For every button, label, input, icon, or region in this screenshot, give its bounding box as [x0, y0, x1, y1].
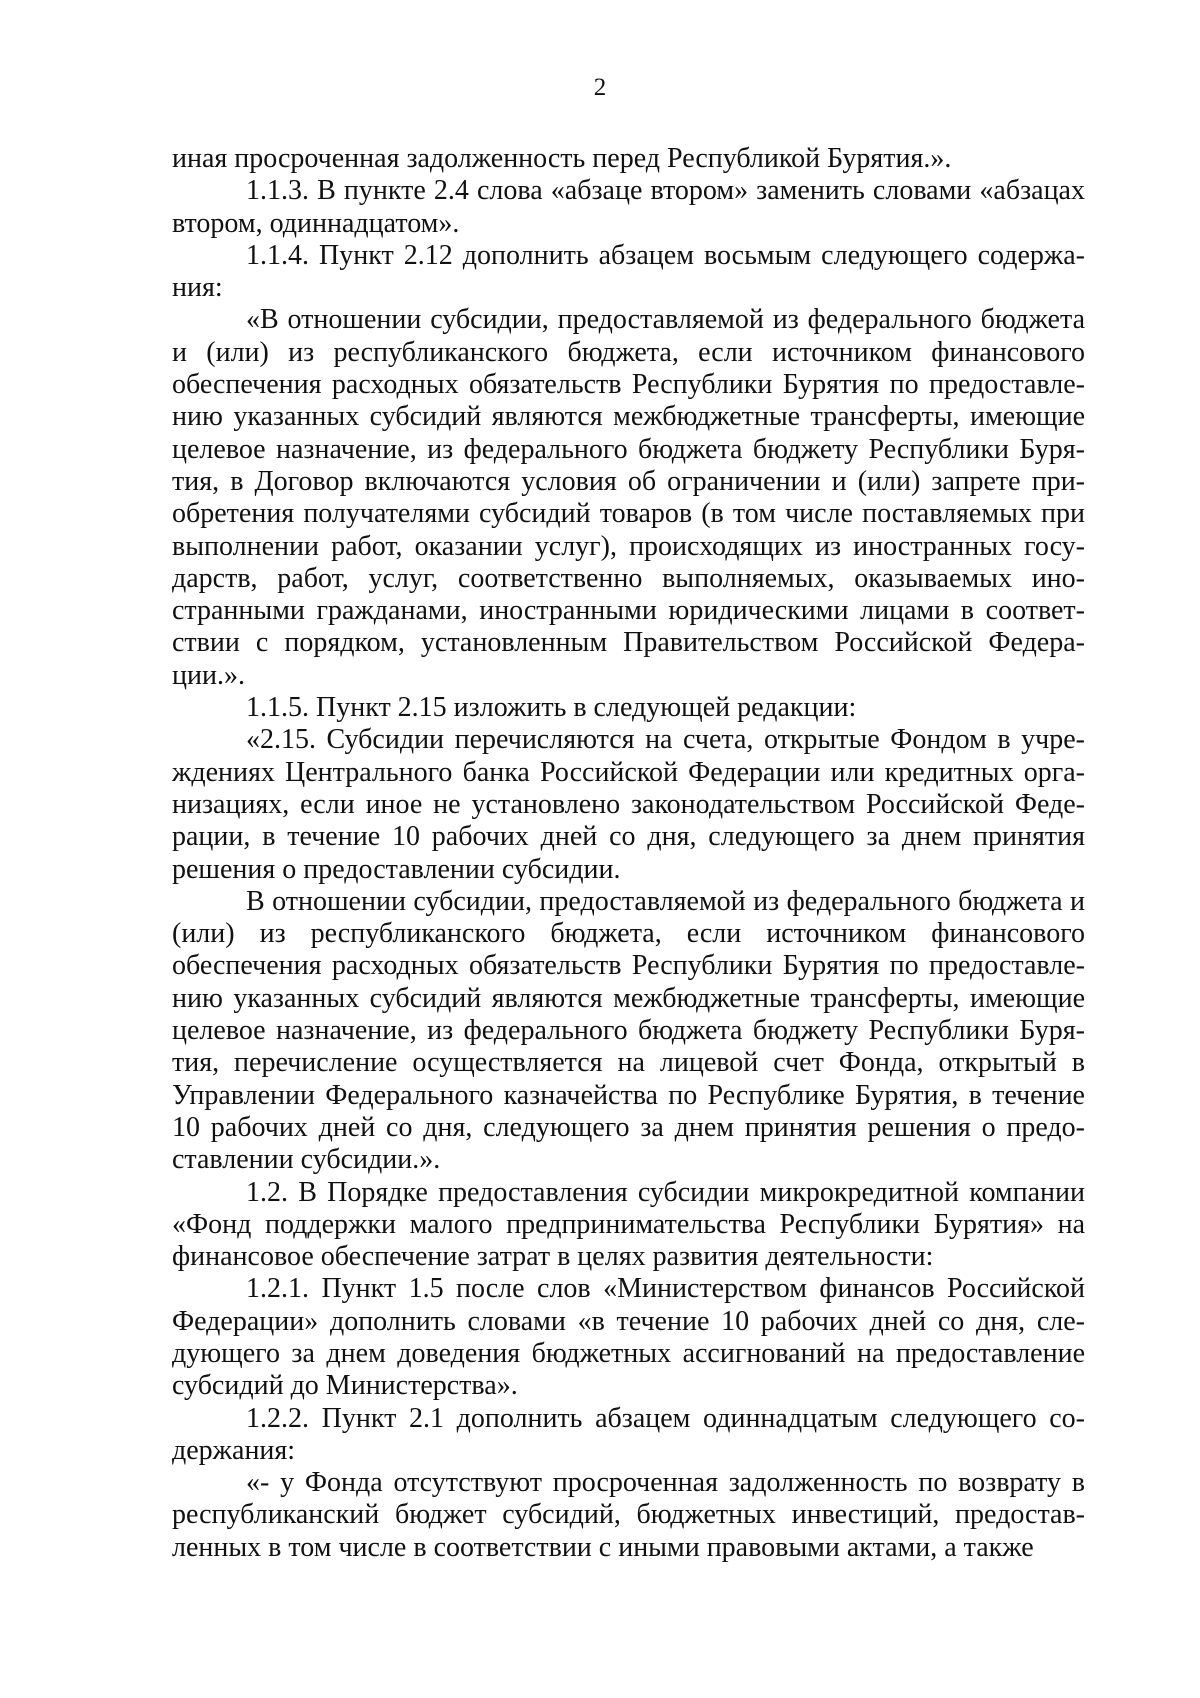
paragraph-1-2: 1.2. В Порядке предоставления субсидии микрокредитной компании «Фонд поддержки малого предпринимательства Республики Бурятия» на финансовое обеспечение затрат в целях развития деятельности: [172, 1176, 1085, 1273]
paragraph-1-2-2-quote: «- у Фонда отсутствуют просроченная задолженность по возврату в республиканский бюджет субсидий, бюджетных инвестиций, предоставленных в том числе в соответствии с иными правовыми актами, а также [172, 1467, 1085, 1563]
page-number: 2 [593, 74, 607, 101]
document-body [172, 143, 1085, 1564]
paragraph-1-1-3: 1.1.3. В пункте 2.4 слова «абзаце втором» заменить словами «абзацах втором, одиннадцатом». [172, 175, 1085, 239]
paragraph-1-2-2: 1.2.2. Пункт 2.1 дополнить абзацем одиннадцатым следующего содержания: [172, 1402, 1085, 1466]
paragraph-1-1-4-quote: «В отношении субсидии, предоставляемой из федерального бюджета и (или) из республиканского бюджета, если источником финансового обеспечения расходных обязательств Республики Бурятия по предоставлению указанных субсидий являются межбюджетные трансферты, имеющие целевое назначение, из федерального бюджета бюджету Республики Бурятия, в Договор включаются условия об ограничении и (или) запрете приобретения получателями субсидий товаров (в том числе поставляемых при выполнении работ, оказании услуг), происходящих из иностранных государств, работ, услуг, соответственно выполняемых, оказываемых иностранными гражданами, иностранными юридическими лицами в соответствии с порядком, установленным Правительством Российской Федерации.». [172, 304, 1085, 691]
paragraph-1-1-4: 1.1.4. Пункт 2.12 дополнить абзацем восьмым следующего содержания: [172, 239, 1085, 304]
paragraph-continuation: иная просроченная задолженность перед Республикой Бурятия.». [172, 143, 952, 174]
paragraph-1-1-5: 1.1.5. Пункт 2.15 изложить в следующей редакции: [246, 692, 857, 724]
paragraph-2-15-quote: «2.15. Субсидии перечисляются на счета, открытые Фондом в учреждениях Центрального банка Российской Федерации или кредитных организациях, если иное не установлено законодательством Российской Федерации, в течение 10 рабочих дней со дня, следующего за днем принятия решения о предоставлении субсидии. [172, 724, 1085, 885]
paragraph-2-15-second: В отношении субсидии, предоставляемой из федерального бюджета и (или) из республиканского бюджета, если источником финансового обеспечения расходных обязательств Республики Бурятия по предоставлению указанных субсидий являются межбюджетные трансферты, имеющие целевое назначение, из федерального бюджета бюджету Республики Бурятия, перечисление осуществляется на лицевой счет Фонда, открытый в Управлении Федерального казначейства по Республике Бурятия, в течение 10 рабочих дней со дня, следующего за днем принятия решения о предоставлении субсидии.». [172, 885, 1085, 1176]
paragraph-1-2-1: 1.2.1. Пункт 1.5 после слов «Министерством финансов Российской Федерации» дополнить словами «в течение 10 рабочих дней со дня, следующего за днем доведения бюджетных ассигнований на предоставление субсидий до Министерства». [172, 1273, 1085, 1402]
